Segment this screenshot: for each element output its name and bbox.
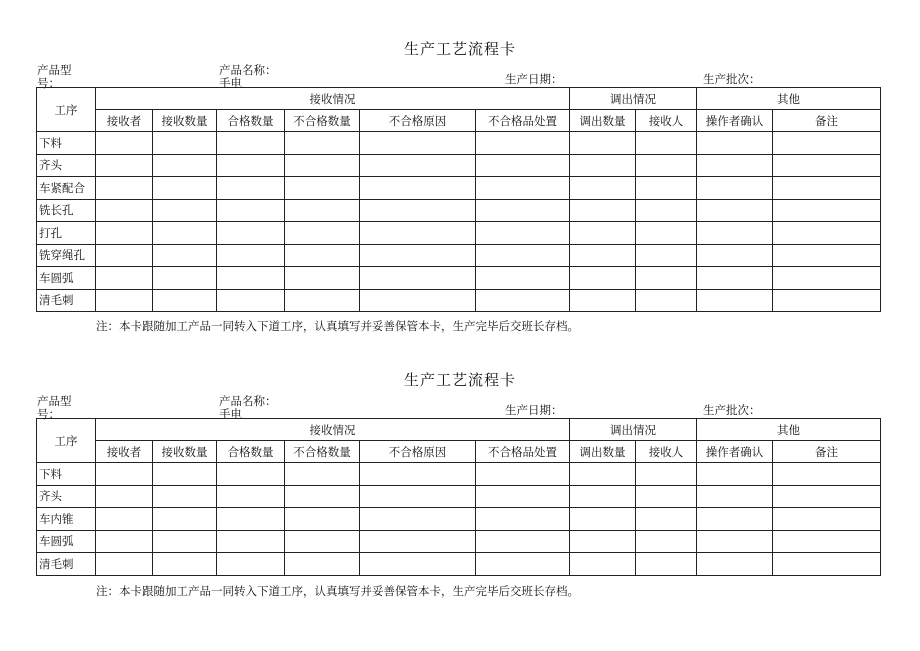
table-cell[interactable] [570, 199, 636, 222]
step-cell: 齐头 [37, 154, 96, 177]
table-cell[interactable] [476, 177, 570, 200]
col-header-receive-qty: 接收数量 [153, 441, 217, 463]
table-cell[interactable] [360, 289, 476, 312]
table-cell[interactable] [476, 485, 570, 508]
table-cell[interactable] [570, 289, 636, 312]
table-cell[interactable] [96, 485, 153, 508]
table-row [37, 530, 881, 553]
table-cell[interactable] [570, 508, 636, 531]
table-cell[interactable] [636, 154, 697, 177]
table-cell[interactable] [636, 553, 697, 576]
table-cell[interactable] [360, 244, 476, 267]
table-cell[interactable] [360, 553, 476, 576]
col-header-operator-confirm: 操作者确认 [697, 441, 773, 463]
table-cell[interactable] [636, 508, 697, 531]
step-cell: 下料 [37, 463, 96, 486]
table-row [37, 222, 881, 245]
table-cell[interactable] [96, 199, 153, 222]
card-title: 生产工艺流程卡 [403, 40, 516, 58]
group-header-receive: 接收情况 [96, 88, 570, 110]
table-cell[interactable] [570, 530, 636, 553]
table-row [37, 508, 881, 531]
table-cell[interactable] [697, 199, 773, 222]
table-cell[interactable] [96, 553, 153, 576]
table-cell[interactable] [636, 222, 697, 245]
table-cell[interactable] [217, 244, 285, 267]
table-cell[interactable] [360, 463, 476, 486]
table-cell[interactable] [773, 485, 881, 508]
table-cell[interactable] [285, 177, 360, 200]
table-cell[interactable] [153, 463, 217, 486]
table-cell[interactable] [96, 463, 153, 486]
step-cell: 车圆弧 [37, 530, 96, 553]
table-cell[interactable] [285, 244, 360, 267]
table-cell[interactable] [476, 222, 570, 245]
table-cell[interactable] [285, 199, 360, 222]
col-header-unqualified-qty: 不合格数量 [285, 110, 360, 132]
table-cell[interactable] [96, 267, 153, 290]
table-cell[interactable] [360, 199, 476, 222]
table-cell[interactable] [285, 508, 360, 531]
table-cell[interactable] [217, 132, 285, 155]
card-note: 注：本卡跟随加工产品一同转入下道工序，认真填写并妥善保管本卡，生产完毕后交班长存档。 [96, 319, 579, 333]
table-cell[interactable] [153, 132, 217, 155]
table-cell[interactable] [773, 530, 881, 553]
table-cell[interactable] [697, 267, 773, 290]
product-model-label: 产品型号： [37, 63, 72, 90]
table-cell[interactable] [570, 154, 636, 177]
table-cell[interactable] [697, 132, 773, 155]
table-cell[interactable] [476, 199, 570, 222]
table-cell[interactable] [636, 267, 697, 290]
table-cell[interactable] [476, 289, 570, 312]
table-cell[interactable] [285, 289, 360, 312]
table-cell[interactable] [773, 553, 881, 576]
table-cell[interactable] [360, 154, 476, 177]
table-cell[interactable] [636, 485, 697, 508]
table-cell[interactable] [636, 289, 697, 312]
table-cell[interactable] [153, 222, 217, 245]
table-cell[interactable] [570, 553, 636, 576]
product-name-label: 产品名称：手电 [219, 394, 277, 421]
process-table [36, 87, 881, 312]
table-cell[interactable] [773, 508, 881, 531]
table-cell[interactable] [217, 267, 285, 290]
col-header-remarks: 备注 [773, 110, 881, 132]
table-row [37, 289, 881, 312]
table-cell[interactable] [285, 267, 360, 290]
step-cell: 齐头 [37, 485, 96, 508]
table-cell[interactable] [570, 267, 636, 290]
table-cell[interactable] [96, 177, 153, 200]
table-cell[interactable] [476, 267, 570, 290]
col-header-unqualified-qty: 不合格数量 [285, 441, 360, 463]
table-cell[interactable] [96, 289, 153, 312]
table-cell[interactable] [96, 222, 153, 245]
table-cell[interactable] [285, 463, 360, 486]
group-header-receive: 接收情况 [96, 419, 570, 441]
col-header-unqualified-handling: 不合格品处置 [476, 441, 570, 463]
table-cell[interactable] [153, 289, 217, 312]
table-cell[interactable] [153, 267, 217, 290]
production-date-label: 生产日期： [505, 72, 563, 86]
col-header-receiver: 接收者 [96, 441, 153, 463]
table-cell[interactable] [96, 244, 153, 267]
production-batch-label: 生产批次： [703, 72, 761, 86]
table-cell[interactable] [773, 199, 881, 222]
table-cell[interactable] [96, 508, 153, 531]
table-cell[interactable] [285, 485, 360, 508]
table-cell[interactable] [285, 132, 360, 155]
step-cell: 车内锥 [37, 508, 96, 531]
table-cell[interactable] [476, 154, 570, 177]
table-cell[interactable] [217, 289, 285, 312]
table-row [37, 267, 881, 290]
table-cell[interactable] [285, 553, 360, 576]
table-cell[interactable] [773, 244, 881, 267]
table-cell[interactable] [697, 177, 773, 200]
col-header-recipient: 接收人 [636, 110, 697, 132]
table-cell[interactable] [96, 132, 153, 155]
step-cell: 下料 [37, 132, 96, 155]
table-cell[interactable] [476, 508, 570, 531]
table-cell[interactable] [636, 463, 697, 486]
group-header-other: 其他 [697, 419, 881, 441]
table-cell[interactable] [360, 530, 476, 553]
table-cell[interactable] [636, 132, 697, 155]
table-cell[interactable] [570, 244, 636, 267]
table-cell[interactable] [773, 132, 881, 155]
col-header-operator-confirm: 操作者确认 [697, 110, 773, 132]
table-cell[interactable] [153, 508, 217, 531]
table-cell[interactable] [285, 154, 360, 177]
table-cell[interactable] [476, 530, 570, 553]
table-cell[interactable] [697, 553, 773, 576]
col-header-transfer-qty: 调出数量 [570, 441, 636, 463]
table-cell[interactable] [360, 508, 476, 531]
col-header-transfer-qty: 调出数量 [570, 110, 636, 132]
col-header-unqualified-reason: 不合格原因 [360, 441, 476, 463]
group-header-transfer: 调出情况 [570, 88, 697, 110]
table-cell[interactable] [217, 553, 285, 576]
production-batch-label: 生产批次： [703, 403, 761, 417]
table-cell[interactable] [153, 154, 217, 177]
table-cell[interactable] [96, 530, 153, 553]
table-cell[interactable] [697, 508, 773, 531]
production-date-label: 生产日期： [505, 403, 563, 417]
table-cell[interactable] [360, 267, 476, 290]
step-cell: 车圆弧 [37, 267, 96, 290]
table-cell[interactable] [217, 530, 285, 553]
col-header-receive-qty: 接收数量 [153, 110, 217, 132]
table-cell[interactable] [153, 530, 217, 553]
process-table [36, 418, 881, 576]
card-note: 注：本卡跟随加工产品一同转入下道工序，认真填写并妥善保管本卡，生产完毕后交班长存档。 [96, 584, 579, 598]
table-cell[interactable] [217, 485, 285, 508]
col-header-recipient: 接收人 [636, 441, 697, 463]
step-cell: 铣长孔 [37, 199, 96, 222]
col-header-qualified-qty: 合格数量 [217, 441, 285, 463]
table-cell[interactable] [217, 199, 285, 222]
table-cell[interactable] [217, 508, 285, 531]
table-cell[interactable] [217, 154, 285, 177]
table-cell[interactable] [570, 463, 636, 486]
table-cell[interactable] [153, 553, 217, 576]
col-header-remarks: 备注 [773, 441, 881, 463]
table-cell[interactable] [697, 289, 773, 312]
table-cell[interactable] [773, 463, 881, 486]
table-cell[interactable] [285, 222, 360, 245]
product-model-label: 产品型号： [37, 394, 72, 421]
table-cell[interactable] [570, 485, 636, 508]
table-cell[interactable] [697, 463, 773, 486]
table-cell[interactable] [360, 132, 476, 155]
table-cell[interactable] [570, 132, 636, 155]
table-cell[interactable] [153, 177, 217, 200]
step-cell: 车紧配合 [37, 177, 96, 200]
table-row [37, 244, 881, 267]
table-cell[interactable] [773, 222, 881, 245]
table-cell[interactable] [636, 199, 697, 222]
group-header-other: 其他 [697, 88, 881, 110]
table-cell[interactable] [636, 530, 697, 553]
table-cell[interactable] [476, 132, 570, 155]
col-header-step: 工序 [37, 88, 96, 132]
table-cell[interactable] [697, 222, 773, 245]
table-cell[interactable] [153, 199, 217, 222]
table-cell[interactable] [773, 289, 881, 312]
table-cell[interactable] [476, 244, 570, 267]
col-header-unqualified-handling: 不合格品处置 [476, 110, 570, 132]
table-row [37, 177, 881, 200]
table-row [37, 154, 881, 177]
table-row [37, 553, 881, 576]
table-cell[interactable] [697, 244, 773, 267]
col-header-receiver: 接收者 [96, 110, 153, 132]
table-cell[interactable] [360, 222, 476, 245]
table-cell[interactable] [217, 463, 285, 486]
table-cell[interactable] [360, 485, 476, 508]
table-row [37, 199, 881, 222]
table-cell[interactable] [285, 530, 360, 553]
step-cell: 清毛刺 [37, 289, 96, 312]
table-cell[interactable] [697, 530, 773, 553]
col-header-qualified-qty: 合格数量 [217, 110, 285, 132]
table-cell[interactable] [570, 177, 636, 200]
table-cell[interactable] [773, 154, 881, 177]
table-cell[interactable] [360, 177, 476, 200]
table-cell[interactable] [153, 485, 217, 508]
table-cell[interactable] [636, 177, 697, 200]
table-cell[interactable] [96, 154, 153, 177]
table-cell[interactable] [153, 244, 217, 267]
table-row [37, 463, 881, 486]
col-header-unqualified-reason: 不合格原因 [360, 110, 476, 132]
table-cell[interactable] [773, 177, 881, 200]
col-header-step: 工序 [37, 419, 96, 463]
table-cell[interactable] [476, 463, 570, 486]
table-row [37, 485, 881, 508]
table-cell[interactable] [217, 177, 285, 200]
table-cell[interactable] [697, 485, 773, 508]
table-cell[interactable] [570, 222, 636, 245]
step-cell: 清毛刺 [37, 553, 96, 576]
table-cell[interactable] [697, 154, 773, 177]
table-row [37, 132, 881, 155]
table-cell[interactable] [773, 267, 881, 290]
step-cell: 铣穿绳孔 [37, 244, 96, 267]
table-cell[interactable] [476, 553, 570, 576]
table-cell[interactable] [217, 222, 285, 245]
card-title: 生产工艺流程卡 [403, 371, 516, 389]
step-cell: 打孔 [37, 222, 96, 245]
table-cell[interactable] [636, 244, 697, 267]
product-name-label: 产品名称：手电 [219, 63, 277, 90]
group-header-transfer: 调出情况 [570, 419, 697, 441]
